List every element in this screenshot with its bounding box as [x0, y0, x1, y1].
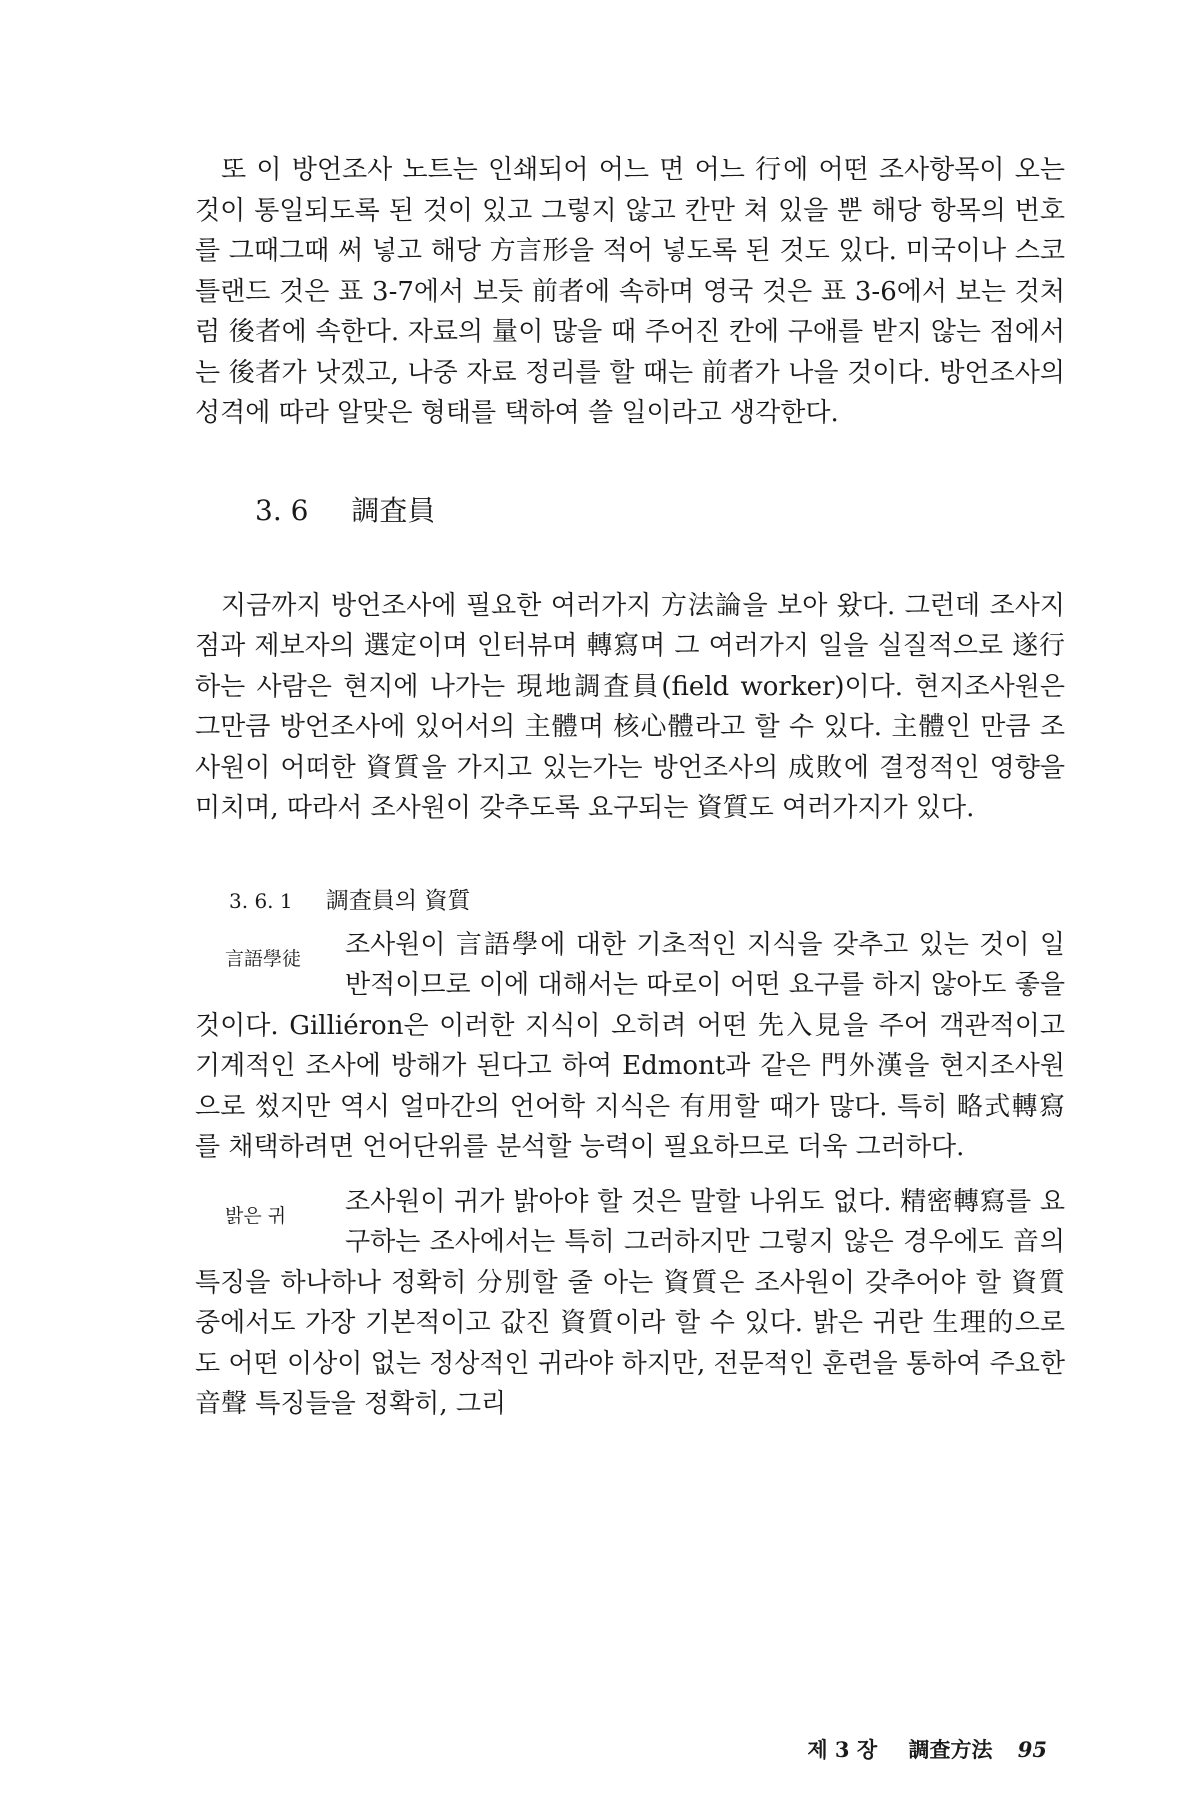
- section-paragraph: 지금까지 방언조사에 필요한 여러가지 方法論을 보아 왔다. 그런데 조사지점과 제보자의 選定이며 인터뷰며 轉寫며 그 여러가지 일을 실질적으로 遂行하는 사람은 현지에 나가는 現地調査員(field worker)이다. 현지조사원은 그만큼 방언조사에 있어서의 主體며 核心體라고 할 수 있다. 主體인 만큼 조사원이 어떠한 資質을 가지고 있는가는 방언조사의 成敗에 결정적인 영향을 미치며, 따라서 조사원이 갖추도록 요구되는 資質도 여러가지가 있다.: [195, 590, 1065, 823]
- intro-paragraph: 또 이 방언조사 노트는 인쇄되어 어느 면 어느 行에 어떤 조사항목이 오는 것이 통일되도록 된 것이 있고 그렇지 않고 칸만 쳐 있을 뿐 해당 항목의 번호를 그때그때 써 넣고 해당 方言形을 적어 넣도록 된 것도 있다. 미국이나 스코틀랜드 것은 표 3-7에서 보듯 前者에 속하며 영국 것은 표 3-6에서 보는 것처럼 後者에 속한다. 자료의 量이 많을 때 주어진 칸에 구애를 받지 않는 점에서는 後者가 낫겠고, 나중 자료 정리를 할 때는 前者가 나을 것이다. 방언조사의 성격에 따라 알맞은 형태를 택하여 쓸 일이라고 생각한다.: [195, 155, 1065, 428]
- page-number: 95: [1017, 1737, 1047, 1762]
- subsection-title: 調査員의 資質: [325, 887, 471, 914]
- section-number: 3. 6: [255, 493, 309, 527]
- qualification-paragraph: 조사원이 言語學에 대한 기초적인 지식을 갖추고 있는 것이 일반적이므로 이에 대해서는 따로이 어떤 요구를 하지 않아도 좋을 것이다. Gilliéron은 이러한 지식이 오히려 어떤 先入見을 주어 객관적이고 기계적인 조사에 방해가 된다고 하여 Edmont과 같은 門外漢을 현지조사원으로 썼지만 역시 얼마간의 언어학 지식은 有用할 때가 많다. 특히 略式轉寫를 채택하려면 언어단위를 분석할 능력이 필요하므로 더욱 그러하다.: [195, 929, 1065, 1162]
- footer-chapter-title: 調査方法: [908, 1737, 993, 1762]
- qualification-block-hearing: [195, 1182, 1065, 1425]
- subsection-heading: [229, 881, 1065, 921]
- section-heading: [255, 491, 1065, 531]
- margin-label: 밝은 귀: [225, 1204, 287, 1227]
- qualification-block-linguistics: [195, 925, 1065, 1168]
- footer-chapter: 제 3 장: [807, 1737, 878, 1762]
- margin-label: 言語學徒: [225, 947, 302, 970]
- qualification-paragraph: 조사원이 귀가 밝아야 할 것은 말할 나위도 없다. 精密轉寫를 요구하는 조사에서는 특히 그러하지만 그렇지 않은 경우에도 音의 특징을 하나하나 정확히 分別할 줄 아는 資質은 조사원이 갖추어야 할 資質 중에서도 가장 기본적이고 값진 資質이라 할 수 있다. 밝은 귀란 生理的으로도 어떤 이상이 없는 정상적인 귀라야 하지만, 전문적인 훈련을 통하여 주요한 音聲 특징들을 정확히, 그리: [195, 1186, 1065, 1419]
- subsection-number: 3. 6. 1: [229, 888, 293, 913]
- page-footer: [195, 1735, 1065, 1765]
- section-title: 調査員: [351, 493, 436, 527]
- page-body: [195, 150, 1065, 1762]
